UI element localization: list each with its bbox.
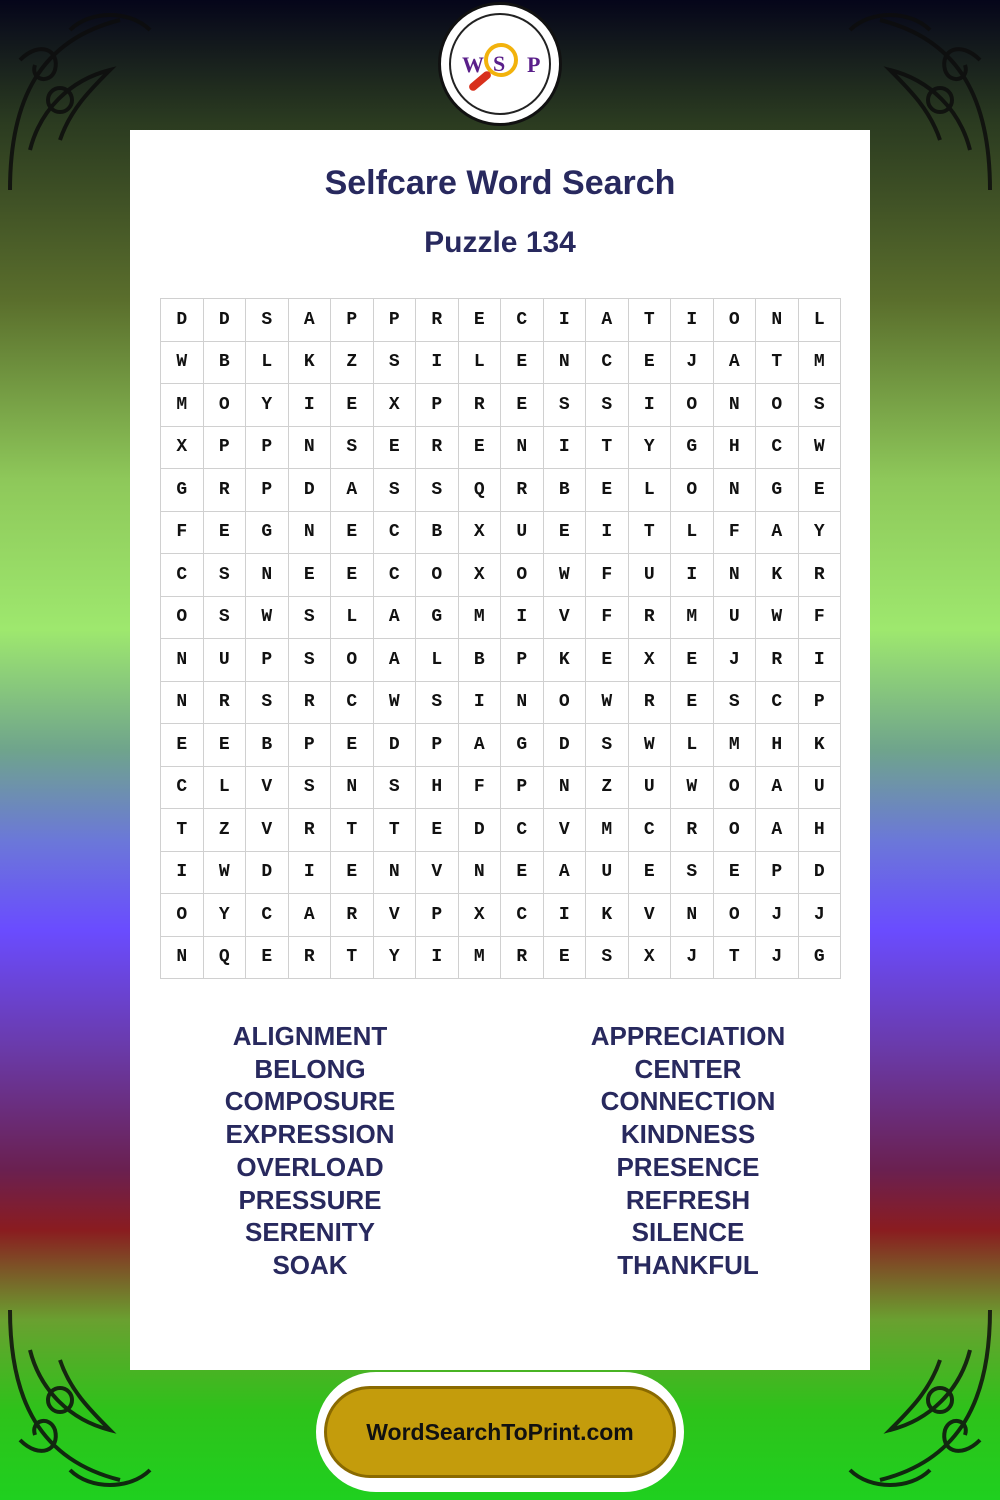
grid-cell[interactable]: K bbox=[799, 724, 842, 767]
grid-cell[interactable]: A bbox=[331, 469, 374, 512]
grid-cell[interactable]: S bbox=[289, 639, 332, 682]
grid-cell[interactable]: N bbox=[161, 682, 204, 725]
grid-cell[interactable]: E bbox=[586, 469, 629, 512]
grid-cell[interactable]: W bbox=[629, 724, 672, 767]
grid-cell[interactable]: M bbox=[671, 597, 714, 640]
grid-cell[interactable]: E bbox=[331, 512, 374, 555]
grid-cell[interactable]: A bbox=[374, 639, 417, 682]
grid-cell[interactable]: M bbox=[459, 937, 502, 980]
grid-cell[interactable]: B bbox=[459, 639, 502, 682]
grid-cell[interactable]: T bbox=[586, 427, 629, 470]
grid-cell[interactable]: L bbox=[204, 767, 247, 810]
grid-cell[interactable]: E bbox=[459, 299, 502, 342]
grid-cell[interactable]: O bbox=[501, 554, 544, 597]
grid-cell[interactable]: I bbox=[501, 597, 544, 640]
grid-cell[interactable]: E bbox=[501, 342, 544, 385]
grid-cell[interactable]: E bbox=[671, 639, 714, 682]
grid-cell[interactable]: R bbox=[459, 384, 502, 427]
grid-cell[interactable]: I bbox=[459, 682, 502, 725]
grid-cell[interactable]: D bbox=[204, 299, 247, 342]
word-list-item: KINDNESS bbox=[620, 1119, 756, 1150]
grid-cell[interactable]: A bbox=[289, 894, 332, 937]
grid-cell[interactable]: A bbox=[374, 597, 417, 640]
grid-cell[interactable]: N bbox=[714, 384, 757, 427]
grid-cell[interactable]: S bbox=[374, 767, 417, 810]
word-list-right bbox=[508, 1020, 868, 1282]
grid-cell[interactable]: E bbox=[289, 554, 332, 597]
grid-cell[interactable]: E bbox=[416, 809, 459, 852]
grid-cell[interactable]: C bbox=[501, 894, 544, 937]
grid-cell[interactable]: M bbox=[714, 724, 757, 767]
grid-cell[interactable]: A bbox=[459, 724, 502, 767]
grid-cell[interactable]: I bbox=[289, 852, 332, 895]
grid-cell[interactable]: P bbox=[501, 639, 544, 682]
grid-cell[interactable]: E bbox=[204, 512, 247, 555]
grid-cell[interactable]: J bbox=[671, 937, 714, 980]
word-list-item: COMPOSURE bbox=[224, 1086, 396, 1117]
grid-cell[interactable]: V bbox=[246, 809, 289, 852]
grid-cell[interactable]: H bbox=[714, 427, 757, 470]
grid-cell[interactable]: G bbox=[671, 427, 714, 470]
grid-cell[interactable]: H bbox=[799, 809, 842, 852]
grid-cell[interactable]: F bbox=[714, 512, 757, 555]
grid-cell[interactable]: D bbox=[459, 809, 502, 852]
grid-cell[interactable]: A bbox=[289, 299, 332, 342]
grid-cell[interactable]: G bbox=[246, 512, 289, 555]
grid-cell[interactable]: P bbox=[374, 299, 417, 342]
grid-cell[interactable]: W bbox=[671, 767, 714, 810]
grid-cell[interactable]: C bbox=[374, 512, 417, 555]
grid-cell[interactable]: R bbox=[799, 554, 842, 597]
grid-cell[interactable]: U bbox=[204, 639, 247, 682]
grid-cell[interactable]: A bbox=[544, 852, 587, 895]
grid-cell[interactable]: E bbox=[629, 342, 672, 385]
grid-cell[interactable]: T bbox=[714, 937, 757, 980]
grid-cell[interactable]: P bbox=[799, 682, 842, 725]
grid-cell[interactable]: J bbox=[671, 342, 714, 385]
grid-cell[interactable]: G bbox=[756, 469, 799, 512]
website-link[interactable]: WordSearchToPrint.com bbox=[324, 1386, 676, 1478]
grid-cell[interactable]: T bbox=[629, 512, 672, 555]
grid-cell[interactable]: P bbox=[289, 724, 332, 767]
grid-cell[interactable]: E bbox=[544, 512, 587, 555]
grid-cell[interactable]: L bbox=[459, 342, 502, 385]
grid-cell[interactable]: E bbox=[501, 852, 544, 895]
grid-cell[interactable]: W bbox=[204, 852, 247, 895]
grid-cell[interactable]: O bbox=[204, 384, 247, 427]
logo-ring bbox=[449, 13, 551, 115]
grid-cell[interactable]: I bbox=[544, 299, 587, 342]
grid-cell[interactable]: I bbox=[416, 342, 459, 385]
grid-cell[interactable]: N bbox=[501, 682, 544, 725]
grid-cell[interactable]: L bbox=[246, 342, 289, 385]
grid-cell[interactable]: R bbox=[629, 597, 672, 640]
grid-cell[interactable]: S bbox=[714, 682, 757, 725]
grid-cell[interactable]: G bbox=[416, 597, 459, 640]
grid-cell[interactable]: A bbox=[756, 809, 799, 852]
grid-cell[interactable]: G bbox=[799, 937, 842, 980]
grid-cell[interactable]: R bbox=[501, 469, 544, 512]
grid-cell[interactable]: P bbox=[756, 852, 799, 895]
grid-cell[interactable]: W bbox=[756, 597, 799, 640]
grid-cell[interactable]: O bbox=[671, 384, 714, 427]
grid-cell[interactable]: N bbox=[161, 937, 204, 980]
grid-cell[interactable]: Q bbox=[204, 937, 247, 980]
grid-cell[interactable]: O bbox=[416, 554, 459, 597]
grid-cell[interactable]: E bbox=[629, 852, 672, 895]
grid-cell[interactable]: V bbox=[629, 894, 672, 937]
grid-cell[interactable]: R bbox=[501, 937, 544, 980]
grid-cell[interactable]: I bbox=[629, 384, 672, 427]
grid-cell[interactable]: L bbox=[671, 512, 714, 555]
grid-cell[interactable]: W bbox=[799, 427, 842, 470]
page-title: Selfcare Word Search bbox=[324, 164, 676, 202]
grid-cell[interactable]: J bbox=[714, 639, 757, 682]
grid-cell[interactable]: J bbox=[799, 894, 842, 937]
grid-cell[interactable]: O bbox=[331, 639, 374, 682]
grid-cell[interactable]: E bbox=[331, 724, 374, 767]
grid-cell[interactable]: R bbox=[204, 682, 247, 725]
grid-cell[interactable]: J bbox=[756, 894, 799, 937]
grid-cell[interactable]: I bbox=[671, 554, 714, 597]
grid-cell[interactable]: S bbox=[671, 852, 714, 895]
grid-cell[interactable]: R bbox=[756, 639, 799, 682]
grid-cell[interactable]: S bbox=[416, 469, 459, 512]
grid-cell[interactable]: V bbox=[246, 767, 289, 810]
wsp-logo[interactable] bbox=[438, 2, 562, 126]
word-list-item: EXPRESSION bbox=[225, 1119, 395, 1150]
grid-cell[interactable]: L bbox=[331, 597, 374, 640]
word-list-item: SOAK bbox=[272, 1249, 348, 1280]
grid-cell[interactable]: C bbox=[756, 682, 799, 725]
grid-cell[interactable]: D bbox=[799, 852, 842, 895]
grid-cell[interactable]: R bbox=[289, 682, 332, 725]
grid-cell[interactable]: L bbox=[799, 299, 842, 342]
grid-cell[interactable]: A bbox=[714, 342, 757, 385]
word-list-item: CENTER bbox=[634, 1053, 742, 1084]
grid-cell[interactable]: E bbox=[204, 724, 247, 767]
grid-cell[interactable]: N bbox=[374, 852, 417, 895]
grid-cell[interactable]: S bbox=[246, 682, 289, 725]
grid-cell[interactable]: N bbox=[544, 767, 587, 810]
grid-cell[interactable]: L bbox=[629, 469, 672, 512]
grid-cell[interactable]: W bbox=[246, 597, 289, 640]
grid-cell[interactable]: Z bbox=[204, 809, 247, 852]
grid-cell[interactable]: U bbox=[629, 554, 672, 597]
grid-cell[interactable]: D bbox=[544, 724, 587, 767]
grid-cell[interactable]: E bbox=[331, 852, 374, 895]
grid-cell[interactable]: C bbox=[331, 682, 374, 725]
grid-cell[interactable]: F bbox=[586, 597, 629, 640]
grid-cell[interactable]: R bbox=[416, 299, 459, 342]
logo-letter-w: W bbox=[462, 52, 484, 77]
grid-cell[interactable]: S bbox=[374, 469, 417, 512]
grid-cell[interactable]: Q bbox=[459, 469, 502, 512]
grid-cell[interactable]: R bbox=[204, 469, 247, 512]
grid-cell[interactable]: Z bbox=[586, 767, 629, 810]
grid-cell[interactable]: T bbox=[161, 809, 204, 852]
grid-cell[interactable]: U bbox=[586, 852, 629, 895]
grid-cell[interactable]: E bbox=[671, 682, 714, 725]
grid-cell[interactable]: W bbox=[544, 554, 587, 597]
grid-cell[interactable]: P bbox=[416, 894, 459, 937]
grid-cell[interactable]: N bbox=[161, 639, 204, 682]
grid-cell[interactable]: D bbox=[161, 299, 204, 342]
logo-letter-s: S bbox=[493, 51, 506, 76]
grid-cell[interactable]: I bbox=[799, 639, 842, 682]
grid-cell[interactable]: S bbox=[586, 724, 629, 767]
grid-cell[interactable]: N bbox=[246, 554, 289, 597]
grid-cell[interactable]: K bbox=[756, 554, 799, 597]
word-list-item: APPRECIATION bbox=[590, 1021, 786, 1051]
grid-cell[interactable]: I bbox=[544, 427, 587, 470]
grid-cell[interactable]: X bbox=[629, 639, 672, 682]
word-list-item: OVERLOAD bbox=[236, 1151, 384, 1182]
word-list-item: REFRESH bbox=[625, 1184, 751, 1215]
grid-cell[interactable]: C bbox=[161, 767, 204, 810]
grid-cell[interactable]: U bbox=[799, 767, 842, 810]
grid-cell[interactable]: P bbox=[501, 767, 544, 810]
grid-cell[interactable]: E bbox=[246, 937, 289, 980]
grid-cell[interactable]: O bbox=[714, 809, 757, 852]
grid-cell[interactable]: K bbox=[586, 894, 629, 937]
grid-cell[interactable]: F bbox=[586, 554, 629, 597]
grid-cell[interactable]: M bbox=[161, 384, 204, 427]
grid-cell[interactable]: O bbox=[671, 469, 714, 512]
word-list-item: SILENCE bbox=[631, 1217, 745, 1248]
grid-cell[interactable]: C bbox=[374, 554, 417, 597]
grid-cell[interactable]: E bbox=[331, 554, 374, 597]
grid-cell[interactable]: C bbox=[756, 427, 799, 470]
grid-cell[interactable]: S bbox=[586, 937, 629, 980]
grid-cell[interactable]: O bbox=[161, 597, 204, 640]
grid-cell[interactable]: G bbox=[161, 469, 204, 512]
grid-cell[interactable]: S bbox=[289, 597, 332, 640]
grid-cell[interactable]: F bbox=[161, 512, 204, 555]
grid-cell[interactable]: C bbox=[629, 809, 672, 852]
grid-cell[interactable]: U bbox=[629, 767, 672, 810]
grid-cell[interactable]: U bbox=[501, 512, 544, 555]
grid-cell[interactable]: E bbox=[714, 852, 757, 895]
grid-cell[interactable]: O bbox=[714, 894, 757, 937]
grid-cell[interactable]: R bbox=[671, 809, 714, 852]
grid-cell[interactable]: W bbox=[374, 682, 417, 725]
grid-cell[interactable]: N bbox=[331, 767, 374, 810]
grid-cell[interactable]: O bbox=[714, 767, 757, 810]
puzzle-number: Puzzle 134 bbox=[424, 226, 576, 259]
grid-cell[interactable]: N bbox=[544, 342, 587, 385]
grid-cell[interactable]: A bbox=[756, 512, 799, 555]
grid-cell[interactable]: C bbox=[586, 342, 629, 385]
word-list-left bbox=[130, 1020, 490, 1282]
grid-cell[interactable]: I bbox=[544, 894, 587, 937]
grid-cell[interactable]: V bbox=[416, 852, 459, 895]
grid-cell[interactable]: S bbox=[544, 384, 587, 427]
grid-cell[interactable]: R bbox=[416, 427, 459, 470]
grid-cell[interactable]: S bbox=[204, 554, 247, 597]
grid-cell[interactable]: N bbox=[671, 894, 714, 937]
grid-cell[interactable]: W bbox=[586, 682, 629, 725]
grid-cell[interactable]: E bbox=[161, 724, 204, 767]
grid-cell[interactable]: E bbox=[799, 469, 842, 512]
grid-cell[interactable]: D bbox=[246, 852, 289, 895]
grid-cell[interactable]: T bbox=[331, 937, 374, 980]
grid-cell[interactable]: E bbox=[501, 384, 544, 427]
grid-cell[interactable]: V bbox=[374, 894, 417, 937]
grid-cell[interactable]: S bbox=[586, 384, 629, 427]
word-list-item: ALIGNMENT bbox=[232, 1021, 388, 1051]
grid-cell[interactable]: O bbox=[714, 299, 757, 342]
word-list-item: SERENITY bbox=[244, 1217, 376, 1248]
grid-cell[interactable]: M bbox=[586, 809, 629, 852]
grid-cell[interactable]: S bbox=[289, 767, 332, 810]
grid-cell[interactable]: K bbox=[289, 342, 332, 385]
grid-cell[interactable]: T bbox=[756, 342, 799, 385]
grid-cell[interactable]: N bbox=[714, 554, 757, 597]
grid-cell[interactable]: C bbox=[246, 894, 289, 937]
grid-cell[interactable]: B bbox=[246, 724, 289, 767]
grid-cell[interactable]: Y bbox=[246, 384, 289, 427]
word-list-item: CONNECTION bbox=[600, 1086, 776, 1117]
word-list-item: PRESSURE bbox=[238, 1184, 382, 1215]
grid-cell[interactable]: P bbox=[246, 639, 289, 682]
grid-cell[interactable]: X bbox=[374, 384, 417, 427]
grid-cell[interactable]: R bbox=[289, 809, 332, 852]
grid-cell[interactable]: V bbox=[544, 809, 587, 852]
word-list-item: THANKFUL bbox=[617, 1249, 759, 1280]
grid-cell[interactable]: M bbox=[459, 597, 502, 640]
grid-cell[interactable]: Y bbox=[374, 937, 417, 980]
grid-cell[interactable]: C bbox=[501, 809, 544, 852]
grid-cell[interactable]: G bbox=[501, 724, 544, 767]
grid-cell[interactable]: T bbox=[374, 809, 417, 852]
grid-cell[interactable]: O bbox=[756, 384, 799, 427]
grid-cell[interactable]: Z bbox=[331, 342, 374, 385]
grid-cell[interactable]: S bbox=[416, 682, 459, 725]
grid-cell[interactable]: B bbox=[416, 512, 459, 555]
grid-cell[interactable]: E bbox=[374, 427, 417, 470]
grid-cell[interactable]: L bbox=[671, 724, 714, 767]
grid-cell[interactable]: S bbox=[374, 342, 417, 385]
grid-cell[interactable]: A bbox=[756, 767, 799, 810]
grid-cell[interactable]: X bbox=[629, 937, 672, 980]
grid-cell[interactable]: R bbox=[289, 937, 332, 980]
grid-cell[interactable]: R bbox=[629, 682, 672, 725]
grid-cell[interactable]: X bbox=[459, 894, 502, 937]
puzzle-card bbox=[130, 130, 870, 1370]
grid-cell[interactable]: D bbox=[374, 724, 417, 767]
grid-cell[interactable]: B bbox=[544, 469, 587, 512]
grid-cell[interactable]: S bbox=[799, 384, 842, 427]
grid-cell[interactable]: F bbox=[799, 597, 842, 640]
grid-cell[interactable]: X bbox=[459, 512, 502, 555]
grid-cell[interactable]: I bbox=[161, 852, 204, 895]
grid-cell[interactable]: I bbox=[416, 937, 459, 980]
grid-cell[interactable]: N bbox=[756, 299, 799, 342]
grid-cell[interactable]: Y bbox=[629, 427, 672, 470]
grid-cell[interactable]: C bbox=[161, 554, 204, 597]
grid-cell[interactable]: F bbox=[459, 767, 502, 810]
grid-cell[interactable]: W bbox=[161, 342, 204, 385]
grid-cell[interactable]: V bbox=[544, 597, 587, 640]
grid-cell[interactable]: P bbox=[246, 469, 289, 512]
grid-cell[interactable]: N bbox=[289, 427, 332, 470]
grid-cell[interactable]: A bbox=[586, 299, 629, 342]
grid-cell[interactable]: E bbox=[459, 427, 502, 470]
grid-cell[interactable]: K bbox=[544, 639, 587, 682]
grid-cell[interactable]: J bbox=[756, 937, 799, 980]
grid-cell[interactable]: I bbox=[289, 384, 332, 427]
grid-cell[interactable]: B bbox=[204, 342, 247, 385]
grid-cell[interactable]: E bbox=[586, 639, 629, 682]
grid-cell[interactable]: N bbox=[459, 852, 502, 895]
grid-cell[interactable]: U bbox=[714, 597, 757, 640]
grid-cell[interactable]: S bbox=[204, 597, 247, 640]
grid-cell[interactable]: P bbox=[416, 384, 459, 427]
grid-cell[interactable]: P bbox=[246, 427, 289, 470]
word-list-item: BELONG bbox=[254, 1053, 366, 1084]
grid-cell[interactable]: P bbox=[204, 427, 247, 470]
grid-cell[interactable]: X bbox=[161, 427, 204, 470]
grid-cell[interactable]: P bbox=[331, 299, 374, 342]
grid-cell[interactable]: E bbox=[544, 937, 587, 980]
logo-letter-p: P bbox=[527, 52, 541, 77]
grid-cell[interactable]: P bbox=[416, 724, 459, 767]
grid-cell[interactable]: N bbox=[501, 427, 544, 470]
letter-grid[interactable] bbox=[160, 298, 841, 979]
grid-cell[interactable]: I bbox=[586, 512, 629, 555]
grid-cell[interactable]: Y bbox=[204, 894, 247, 937]
grid-cell[interactable]: T bbox=[629, 299, 672, 342]
grid-cell[interactable]: L bbox=[416, 639, 459, 682]
grid-cell[interactable]: O bbox=[544, 682, 587, 725]
grid-cell[interactable]: M bbox=[799, 342, 842, 385]
grid-cell[interactable]: I bbox=[671, 299, 714, 342]
grid-cell[interactable]: R bbox=[331, 894, 374, 937]
grid-cell[interactable]: O bbox=[161, 894, 204, 937]
grid-cell[interactable]: E bbox=[331, 384, 374, 427]
grid-cell[interactable]: T bbox=[331, 809, 374, 852]
grid-cell[interactable]: S bbox=[246, 299, 289, 342]
word-list-item: PRESENCE bbox=[616, 1151, 760, 1182]
grid-cell[interactable]: H bbox=[756, 724, 799, 767]
grid-cell[interactable]: C bbox=[501, 299, 544, 342]
grid-cell[interactable]: X bbox=[459, 554, 502, 597]
grid-cell[interactable]: S bbox=[331, 427, 374, 470]
grid-cell[interactable]: Y bbox=[799, 512, 842, 555]
grid-cell[interactable]: H bbox=[416, 767, 459, 810]
grid-cell[interactable]: N bbox=[714, 469, 757, 512]
grid-cell[interactable]: D bbox=[289, 469, 332, 512]
grid-cell[interactable]: N bbox=[289, 512, 332, 555]
